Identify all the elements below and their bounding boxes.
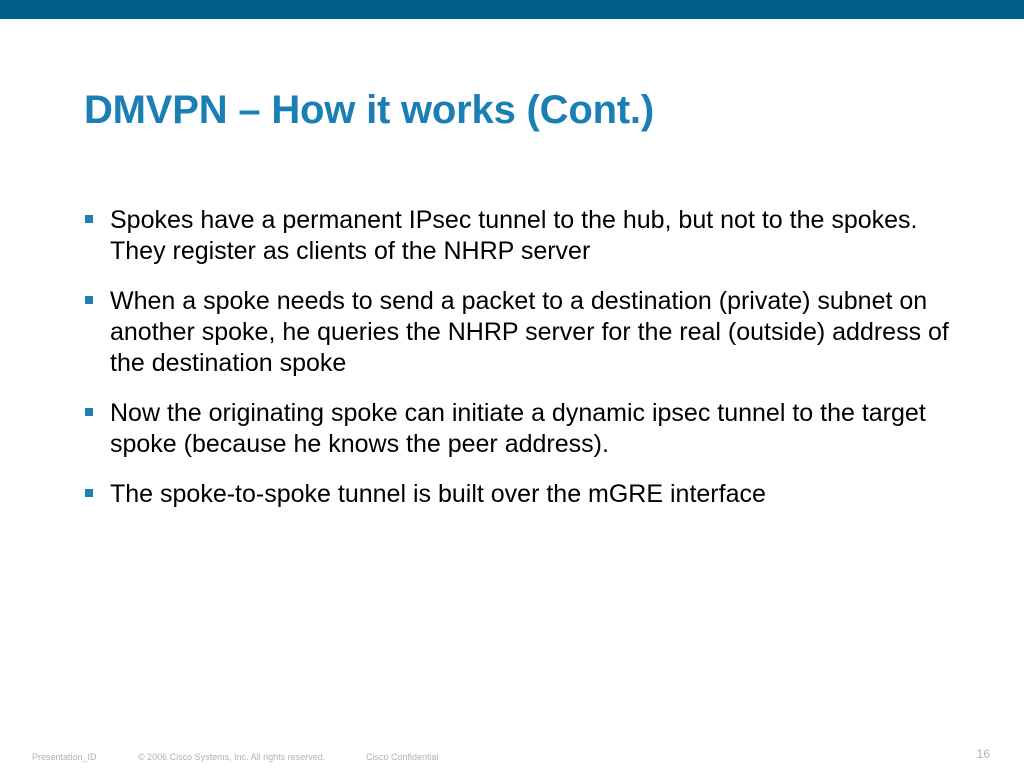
square-bullet-icon bbox=[85, 489, 93, 497]
bullet-list bbox=[84, 205, 954, 529]
square-bullet-icon bbox=[85, 408, 93, 416]
footer bbox=[0, 752, 1024, 766]
header-bar bbox=[0, 0, 1024, 19]
bullet-text: The spoke-to-spoke tunnel is built over the mGRE interface bbox=[110, 480, 766, 508]
bullet-item bbox=[84, 286, 954, 379]
footer-presentation-id: Presentation_ID bbox=[32, 752, 97, 762]
bullet-item bbox=[84, 205, 954, 267]
footer-copyright: © 2006 Cisco Systems, Inc. All rights reserved. bbox=[138, 752, 326, 762]
bullet-item bbox=[84, 479, 954, 510]
bullet-text: Now the originating spoke can initiate a dynamic ipsec tunnel to the target spoke (because he knows the peer address). bbox=[110, 399, 926, 458]
page-number: 16 bbox=[976, 747, 990, 761]
bullet-item bbox=[84, 398, 954, 460]
bullet-text: Spokes have a permanent IPsec tunnel to the hub, but not to the spokes. They register as clients of the NHRP server bbox=[110, 206, 918, 265]
slide-title: DMVPN – How it works (Cont.) bbox=[84, 88, 654, 132]
square-bullet-icon bbox=[85, 215, 93, 223]
footer-confidential: Cisco Confidential bbox=[366, 752, 439, 762]
square-bullet-icon bbox=[85, 296, 93, 304]
bullet-text: When a spoke needs to send a packet to a destination (private) subnet on another spoke, he queries the NHRP server for the real (outside) address of the destination spoke bbox=[110, 287, 949, 377]
